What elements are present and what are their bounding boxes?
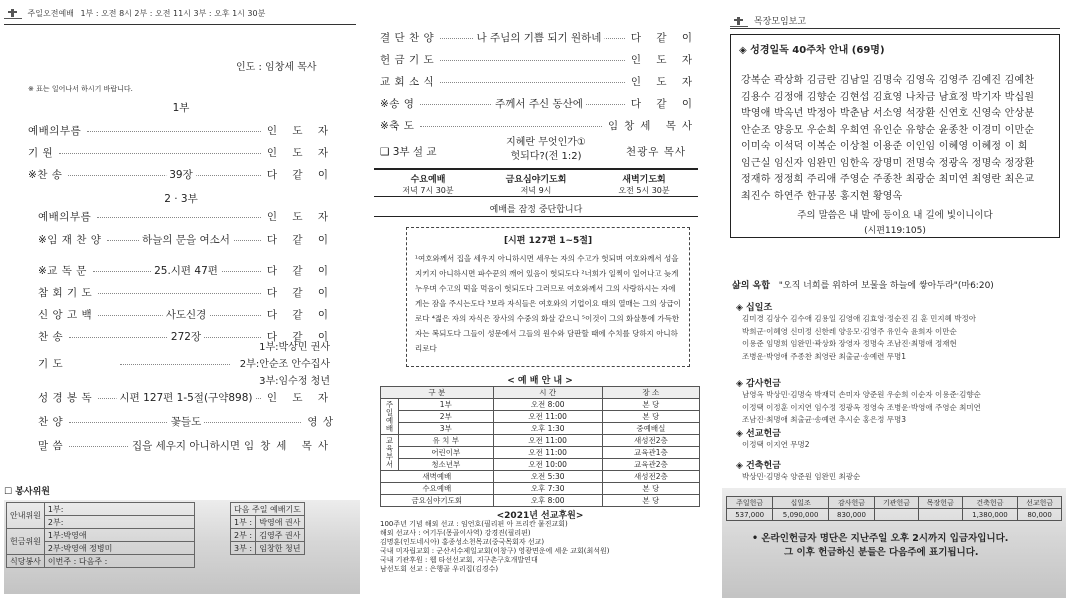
worship-order-row <box>38 285 334 300</box>
fin-value: 5,090,000 <box>773 509 828 521</box>
mission-offering-section <box>736 426 810 452</box>
schedule-title: < 예 배 안 내 > <box>507 376 573 386</box>
sermon3-title <box>496 136 596 164</box>
schedule-head-place: 장 소 <box>602 387 699 399</box>
order-item: 25.시편 47편 <box>151 263 221 278</box>
weekday-wed-name: 수요예배 <box>410 175 446 185</box>
schedule-place: 교육관2층 <box>602 459 699 471</box>
weekday-wed <box>374 172 482 196</box>
prayer-label: 기 도 <box>38 358 64 370</box>
offering-label: 헌금위원 <box>7 529 45 555</box>
order-label: ※찬 송 <box>28 169 63 181</box>
online-notice-line-2: 그 이후 헌금하신 분들은 다음주에 표기됩니다. <box>784 547 979 558</box>
schedule-table <box>380 386 700 507</box>
offering-totals-table <box>726 496 1062 521</box>
tithe-list <box>736 313 976 363</box>
order-label: 헌 금 기 도 <box>380 54 435 66</box>
reading-box <box>730 34 1060 238</box>
order-dots <box>420 126 602 127</box>
order-item: 나 주님의 기쁨 되기 원하네 <box>474 30 605 45</box>
order-label: 예배의부름 <box>38 211 92 223</box>
schedule-place: 새성전2층 <box>602 435 699 447</box>
reading-names <box>741 73 1034 205</box>
order-item: 사도신경 <box>163 307 210 322</box>
next-name-2: 김영주 권사 <box>256 529 305 542</box>
worship-order-row <box>28 167 334 182</box>
tithe-line: 이용준 임명희 임완민·곽상화 장영자 정명숙 조남진·최명애 정재현 <box>742 339 957 348</box>
schedule-place: 본 당 <box>602 411 699 423</box>
order-leader: 인 도 자 <box>266 125 334 137</box>
schedule-row: 유 치 부 <box>399 435 494 447</box>
fin-head: 주일헌금 <box>727 497 773 509</box>
schedule-row: 새벽예배 <box>381 471 494 483</box>
order-item: 주께서 주신 동산에 <box>492 96 586 111</box>
schedule-time: 오전 11:00 <box>493 411 602 423</box>
schedule-group2: 교육부서 <box>381 435 399 471</box>
schedule-row: 1부 <box>399 399 494 411</box>
leader-line: 인도 : 임창세 목사 <box>236 62 317 73</box>
schedule-place: 본 당 <box>602 483 699 495</box>
next-name-3: 임창한 청년 <box>256 542 305 555</box>
order-leader: 인 도 자 <box>630 54 698 66</box>
order-leader: 인 도 자 <box>266 392 334 404</box>
offering-line-2: 2부:박영애 정병미 <box>44 542 194 555</box>
online-notice-line-1: • 온라인헌금자 명단은 지난주일 오후 2시까지 입금자입니다. <box>752 533 1009 544</box>
order-leader: 임창세 목사 <box>243 440 334 452</box>
worship-order-row <box>38 390 334 405</box>
worship-order-row <box>380 74 698 89</box>
reading-names-line: 정재하 정정희 주리애 주영순 주종찬 최광순 최미연 최영란 최은교 <box>741 174 1035 185</box>
order-leader: 다 같 이 <box>266 234 334 246</box>
schedule-row: 금요심야기도회 <box>381 495 494 507</box>
weekday-fri-time: 저녁 9시 <box>520 186 552 195</box>
schedule-time: 오전 10:00 <box>493 459 602 471</box>
stand-note: ※ 표는 일어나서 하시기 바랍니다. <box>28 85 133 93</box>
order-label: 기 원 <box>28 147 54 159</box>
order-item: 시편 127편 1-5절(구약898) <box>117 390 256 405</box>
fin-value: 537,000 <box>727 509 773 521</box>
mission-offering-title: ◈ 선교헌금 <box>736 429 781 439</box>
weekday-bottomline <box>374 216 698 217</box>
order-item: 39장 <box>166 167 196 182</box>
schedule-time: 오후 8:00 <box>493 495 602 507</box>
schedule-time: 오전 11:00 <box>493 447 602 459</box>
usher-line-1: 1부: <box>44 503 194 516</box>
volunteer-table <box>6 502 195 568</box>
usher-label: 안내위원 <box>7 503 45 529</box>
order-label: 성 경 봉 독 <box>38 392 93 404</box>
fin-head: 십일조 <box>773 497 828 509</box>
schedule-time: 오후 7:30 <box>493 483 602 495</box>
order-label: 신 앙 고 백 <box>38 309 93 321</box>
order-label: 찬 양 <box>38 416 64 428</box>
reading-ref: (시편119:105) <box>864 226 926 236</box>
order-dots <box>59 153 261 154</box>
header-right-divider <box>730 28 1060 29</box>
building-section <box>736 458 860 484</box>
weekday-dawn-name: 새벽기도회 <box>622 175 666 185</box>
schedule-place: 교육관1층 <box>602 447 699 459</box>
worship-order-row <box>38 438 334 453</box>
meal-text: 이번주 : 다음주 : <box>44 555 194 568</box>
thanks-line: 조남진·최명애 최출균·송예련 추시순 홍은정 무명3 <box>742 415 906 424</box>
column-right <box>722 0 1066 598</box>
volunteer-title <box>4 484 50 497</box>
mission-line: 국내 기관후원 : 웹 타선선교회, 지구촌구호개발연대 <box>380 556 538 564</box>
thanks-line: 이정택 이정훈 이지연 임수정 정광옥 정영숙 조병운·박영애 주영순 최미연 <box>742 402 981 412</box>
suspend-note: 예배를 잠정 중단합니다 <box>489 205 583 215</box>
offering-line-1: 1부:박영애 <box>44 529 194 542</box>
fin-value: 80,000 <box>1018 509 1062 521</box>
tithe-line: 김미경 김상수 김수애 김용일 김영애 김효영·정순진 김 훈 민지혜 박정아 <box>742 314 976 323</box>
worship-order-row <box>380 30 698 45</box>
volunteer-title-text: 봉사위원 <box>15 487 50 497</box>
order-label: 참 회 기 도 <box>38 287 93 299</box>
order-label: 결 단 찬 양 <box>380 32 435 44</box>
weekday-dawn <box>590 172 698 196</box>
weekday-topline <box>374 168 698 170</box>
reading-names-line: 강복순 곽상화 김금란 김남일 김명숙 김영옥 김영주 김예진 김예찬 <box>741 75 1035 86</box>
building-line: 박상민·김명숙 양준원 임완민 최광순 <box>742 472 861 481</box>
mission-list <box>380 520 610 574</box>
thanks-line: 남영옥 박상민·김명숙 박재덕 손미자 양준원 우순희 이순자 이용준·김향순 <box>742 390 981 399</box>
fin-head: 선교헌금 <box>1018 497 1062 509</box>
offering-header <box>732 278 994 291</box>
reading-names-line: 박영애 박옥년 박정아 박춘남 서소영 석장환 신연호 신영숙 안상분 <box>741 108 1035 119</box>
church-logo-icon <box>730 17 748 27</box>
order-label: ※임 재 찬 양 <box>38 234 102 246</box>
header-right-title: 목장모임보고 <box>753 17 807 27</box>
sermon3-title-1: 지혜란 무엇인가① <box>506 137 586 148</box>
header-left <box>4 8 265 19</box>
order-label: 교 회 소 식 <box>380 76 435 88</box>
order-label: 예배의부름 <box>28 125 82 137</box>
header-times: 1부 : 오전 8시 2부 : 오전 11시 3부 : 오후 1시 30분 <box>80 9 266 18</box>
order-label: 찬 송 <box>38 331 64 343</box>
reading-names-line: 안순조 양응모 우순희 우희연 유인순 유향순 윤종찬 이경미 이만순 <box>741 124 1035 136</box>
offering-title: 삶의 옥합 <box>732 281 770 291</box>
prayer-line-2: 2부:안순조 안수집사 <box>239 359 330 370</box>
weekday-wed-time: 저녁 7시 30분 <box>402 186 454 195</box>
order-label: 말 씀 <box>38 440 64 452</box>
order-leader: 인 도 자 <box>630 76 698 88</box>
worship-order-row <box>38 209 334 224</box>
weekday-fri-name: 금요심야기도회 <box>505 175 567 185</box>
fin-value <box>918 509 962 521</box>
schedule-place: 본 당 <box>602 495 699 507</box>
next-prayer-table <box>230 502 305 555</box>
schedule-head-type: 구 분 <box>381 387 494 399</box>
schedule-row: 어린이부 <box>399 447 494 459</box>
order-dots <box>69 337 261 338</box>
order-leader: 다 같 이 <box>630 98 698 110</box>
reading-names-line: 최진수 하연주 한규봉 홍지현 황영옥 <box>741 190 903 202</box>
tithe-section <box>736 300 976 363</box>
reading-title: ◈ 성경일독 40주차 안내 (69명) <box>739 45 885 56</box>
order-leader: 다 같 이 <box>266 287 334 299</box>
order-item: 272장 <box>168 329 204 344</box>
sermon3-preacher: 천광우 목사 <box>626 146 687 158</box>
header-right <box>730 14 806 27</box>
sermon3-label: ❑ 3부 설 교 <box>380 146 437 158</box>
order-item: 하늘의 문을 여소서 <box>139 232 233 247</box>
order-item: 집을 세우지 아니하시면 <box>129 438 243 453</box>
thanks-section <box>736 376 981 427</box>
mission-line: 남선도회 선교 : 은행골 우리집(김경수) <box>380 565 499 573</box>
weekday-dawn-time: 오전 5시 30분 <box>618 186 670 195</box>
offering-sub: "오직 너희를 위하여 보물을 하늘에 쌓아두라"(마6:20) <box>778 281 994 291</box>
mission-line: 김명훈(인도네시아) 홍종성소천목교(중국목회자 선교) <box>380 538 545 546</box>
fin-head: 감사헌금 <box>828 497 874 509</box>
order-label: ※송 영 <box>380 98 415 110</box>
mission-line: 국내 미자립교회 : 군산서수제일교회(이창구) 영광면운에 세운 교회(최석원) <box>380 547 610 555</box>
order-leader: 다 같 이 <box>266 331 334 343</box>
worship-order-row <box>380 52 698 67</box>
schedule-time: 오전 8:00 <box>493 399 602 411</box>
worship-order-row <box>28 145 334 160</box>
fin-value <box>875 509 919 521</box>
weekday-midline <box>374 196 698 197</box>
next-part-3: 3부 : <box>231 542 256 555</box>
schedule-time: 오후 1:30 <box>493 423 602 435</box>
fin-value: 830,000 <box>828 509 874 521</box>
schedule-group1: 주일예배 <box>381 399 399 435</box>
weekday-fri <box>482 172 590 196</box>
fin-value: 1,380,000 <box>962 509 1017 521</box>
fin-head: 기관헌금 <box>875 497 919 509</box>
part1-title: 1부 <box>172 102 190 114</box>
prayer-names <box>200 339 330 390</box>
online-notice <box>752 532 1008 560</box>
order-dots <box>68 175 260 176</box>
worship-order-row <box>38 232 334 247</box>
worship-order-row <box>38 414 334 429</box>
prayer-line-1: 1부:박상민 권사 <box>259 342 330 353</box>
order-leader: 다 같 이 <box>266 265 334 277</box>
volunteer-icon: ☐ <box>4 487 13 497</box>
reading-names-line: 이미숙 이석덕 이복순 이상철 이용준 이인임 이혜영 이혜정 이 희 <box>741 141 1028 152</box>
order-item: 꽃들도 <box>168 414 204 429</box>
reading-names-line: 김용수 김정애 김향순 김현섭 김효영 나차금 남효정 박기자 박십원 <box>741 91 1035 103</box>
tithe-title: ◈ 십일조 <box>736 303 773 313</box>
schedule-head-time: 시 간 <box>493 387 602 399</box>
mission-title: <2021년 선교후원> <box>496 511 584 521</box>
worship-order-row <box>380 118 698 133</box>
tithe-line: 박희군·이혜영 신미정 신한레 양응모·김영주 유인숙 윤희자 이만순 <box>742 326 957 336</box>
mission-offering-line: 이정택 이지연 무명2 <box>742 440 810 449</box>
scripture-title: [시편 127편 1~5절] <box>503 236 593 246</box>
column-left <box>0 0 362 598</box>
order-leader: 인 도 자 <box>266 211 334 223</box>
weekday-services <box>374 172 698 196</box>
fin-head: 건축헌금 <box>962 497 1017 509</box>
reading-verse: 주의 말씀은 내 발에 등이요 내 길에 빛이니이다 <box>797 210 993 221</box>
scripture-text: ¹여호와께서 집을 세우지 아니하시면 세우는 자의 수고가 헛되며 여호와께서 성을 지키지 아니하시면 파수꾼의 깨어 있음이 헛되도다 ²너희가 일찍이 일어나고 늦게 누우며 수고의 떡을 먹음이 헛되도다 그러므로 여호와께서 그의 사랑하시는 자에게는 잠을 주시는도다 ³보라 자식들은 여호와의 기업이요 태의 열매는 그의 상급이로다 ⁴젊은 자의 자식은 장사의 수중의 화살 같으니 ⁵이것이 그의 화살통에 가득한 자는 복되도다 그들이 성문에서 그들의 원수와 담판할 때에 수치를 당하지 아니하리로다 <box>415 254 681 353</box>
order-leader: 다 같 이 <box>266 309 334 321</box>
order-dots <box>87 131 261 132</box>
order-dots <box>97 217 261 218</box>
next-part-2: 2부 : <box>231 529 256 542</box>
tithe-line: 조병운·박영애 주종찬 최영란 최출균·송예련 무명1 <box>742 351 906 361</box>
order-label: ※교 독 문 <box>38 265 87 277</box>
order-leader: 다 같 이 <box>630 32 698 44</box>
usher-line-2: 2부: <box>44 516 194 529</box>
order-dots <box>440 82 625 83</box>
schedule-row: 청소년부 <box>399 459 494 471</box>
schedule-row: 3부 <box>399 423 494 435</box>
reading-names-line: 임근실 임신자 임완민 임한옥 장명미 전명숙 정광옥 정명숙 정장환 <box>741 157 1035 169</box>
order-leader: 임창세 목사 <box>607 120 698 132</box>
order-dots <box>440 60 625 61</box>
next-part-1: 1부 : <box>231 516 256 529</box>
worship-order-row <box>28 123 334 138</box>
order-leader: 인 도 자 <box>266 147 334 159</box>
next-name-1: 박영애 권사 <box>256 516 305 529</box>
schedule-place: 새성전2층 <box>602 471 699 483</box>
header-church: 주일오전예배 <box>27 9 74 18</box>
worship-order-row <box>380 96 698 111</box>
order-leader: 영 상 <box>307 416 334 428</box>
prayer-row <box>38 356 88 371</box>
column-middle <box>366 0 706 598</box>
church-logo-icon <box>4 9 22 19</box>
worship-order-row <box>38 263 334 278</box>
part23-title: 2 · 3부 <box>164 193 198 205</box>
worship-order-row <box>38 307 334 322</box>
order-leader: 다 같 이 <box>266 169 334 181</box>
thanks-title: ◈ 감사헌금 <box>736 379 781 389</box>
building-title: ◈ 건축헌금 <box>736 461 781 471</box>
schedule-row: 2부 <box>399 411 494 423</box>
mission-line: 해외 선교사 : 여기두(몽골이사역) 강경진(필리핀) <box>380 529 531 537</box>
scripture-box <box>406 227 690 367</box>
fin-head: 목장헌금 <box>918 497 962 509</box>
prayer-line-3: 3부:임수정 청년 <box>259 376 330 387</box>
next-prayer-title: 다음 주일 예배기도 <box>231 503 305 516</box>
schedule-place: 본 당 <box>602 399 699 411</box>
meal-label: 식당봉사 <box>7 555 45 568</box>
header-divider <box>4 24 356 25</box>
schedule-time: 오전 5:30 <box>493 471 602 483</box>
order-label: ※축 도 <box>380 120 415 132</box>
mission-line: 100주년 기념 해외 선교 : 임언호(필리핀 아 프리칸 뭍진교회) <box>380 520 568 528</box>
schedule-place: 중예배실 <box>602 423 699 435</box>
sermon3-title-2: 헛되다?(전 1:2) <box>510 151 582 162</box>
order-dots <box>98 293 261 294</box>
schedule-time: 오전 11:00 <box>493 435 602 447</box>
schedule-row: 수요예배 <box>381 483 494 495</box>
thanks-list <box>736 389 981 427</box>
